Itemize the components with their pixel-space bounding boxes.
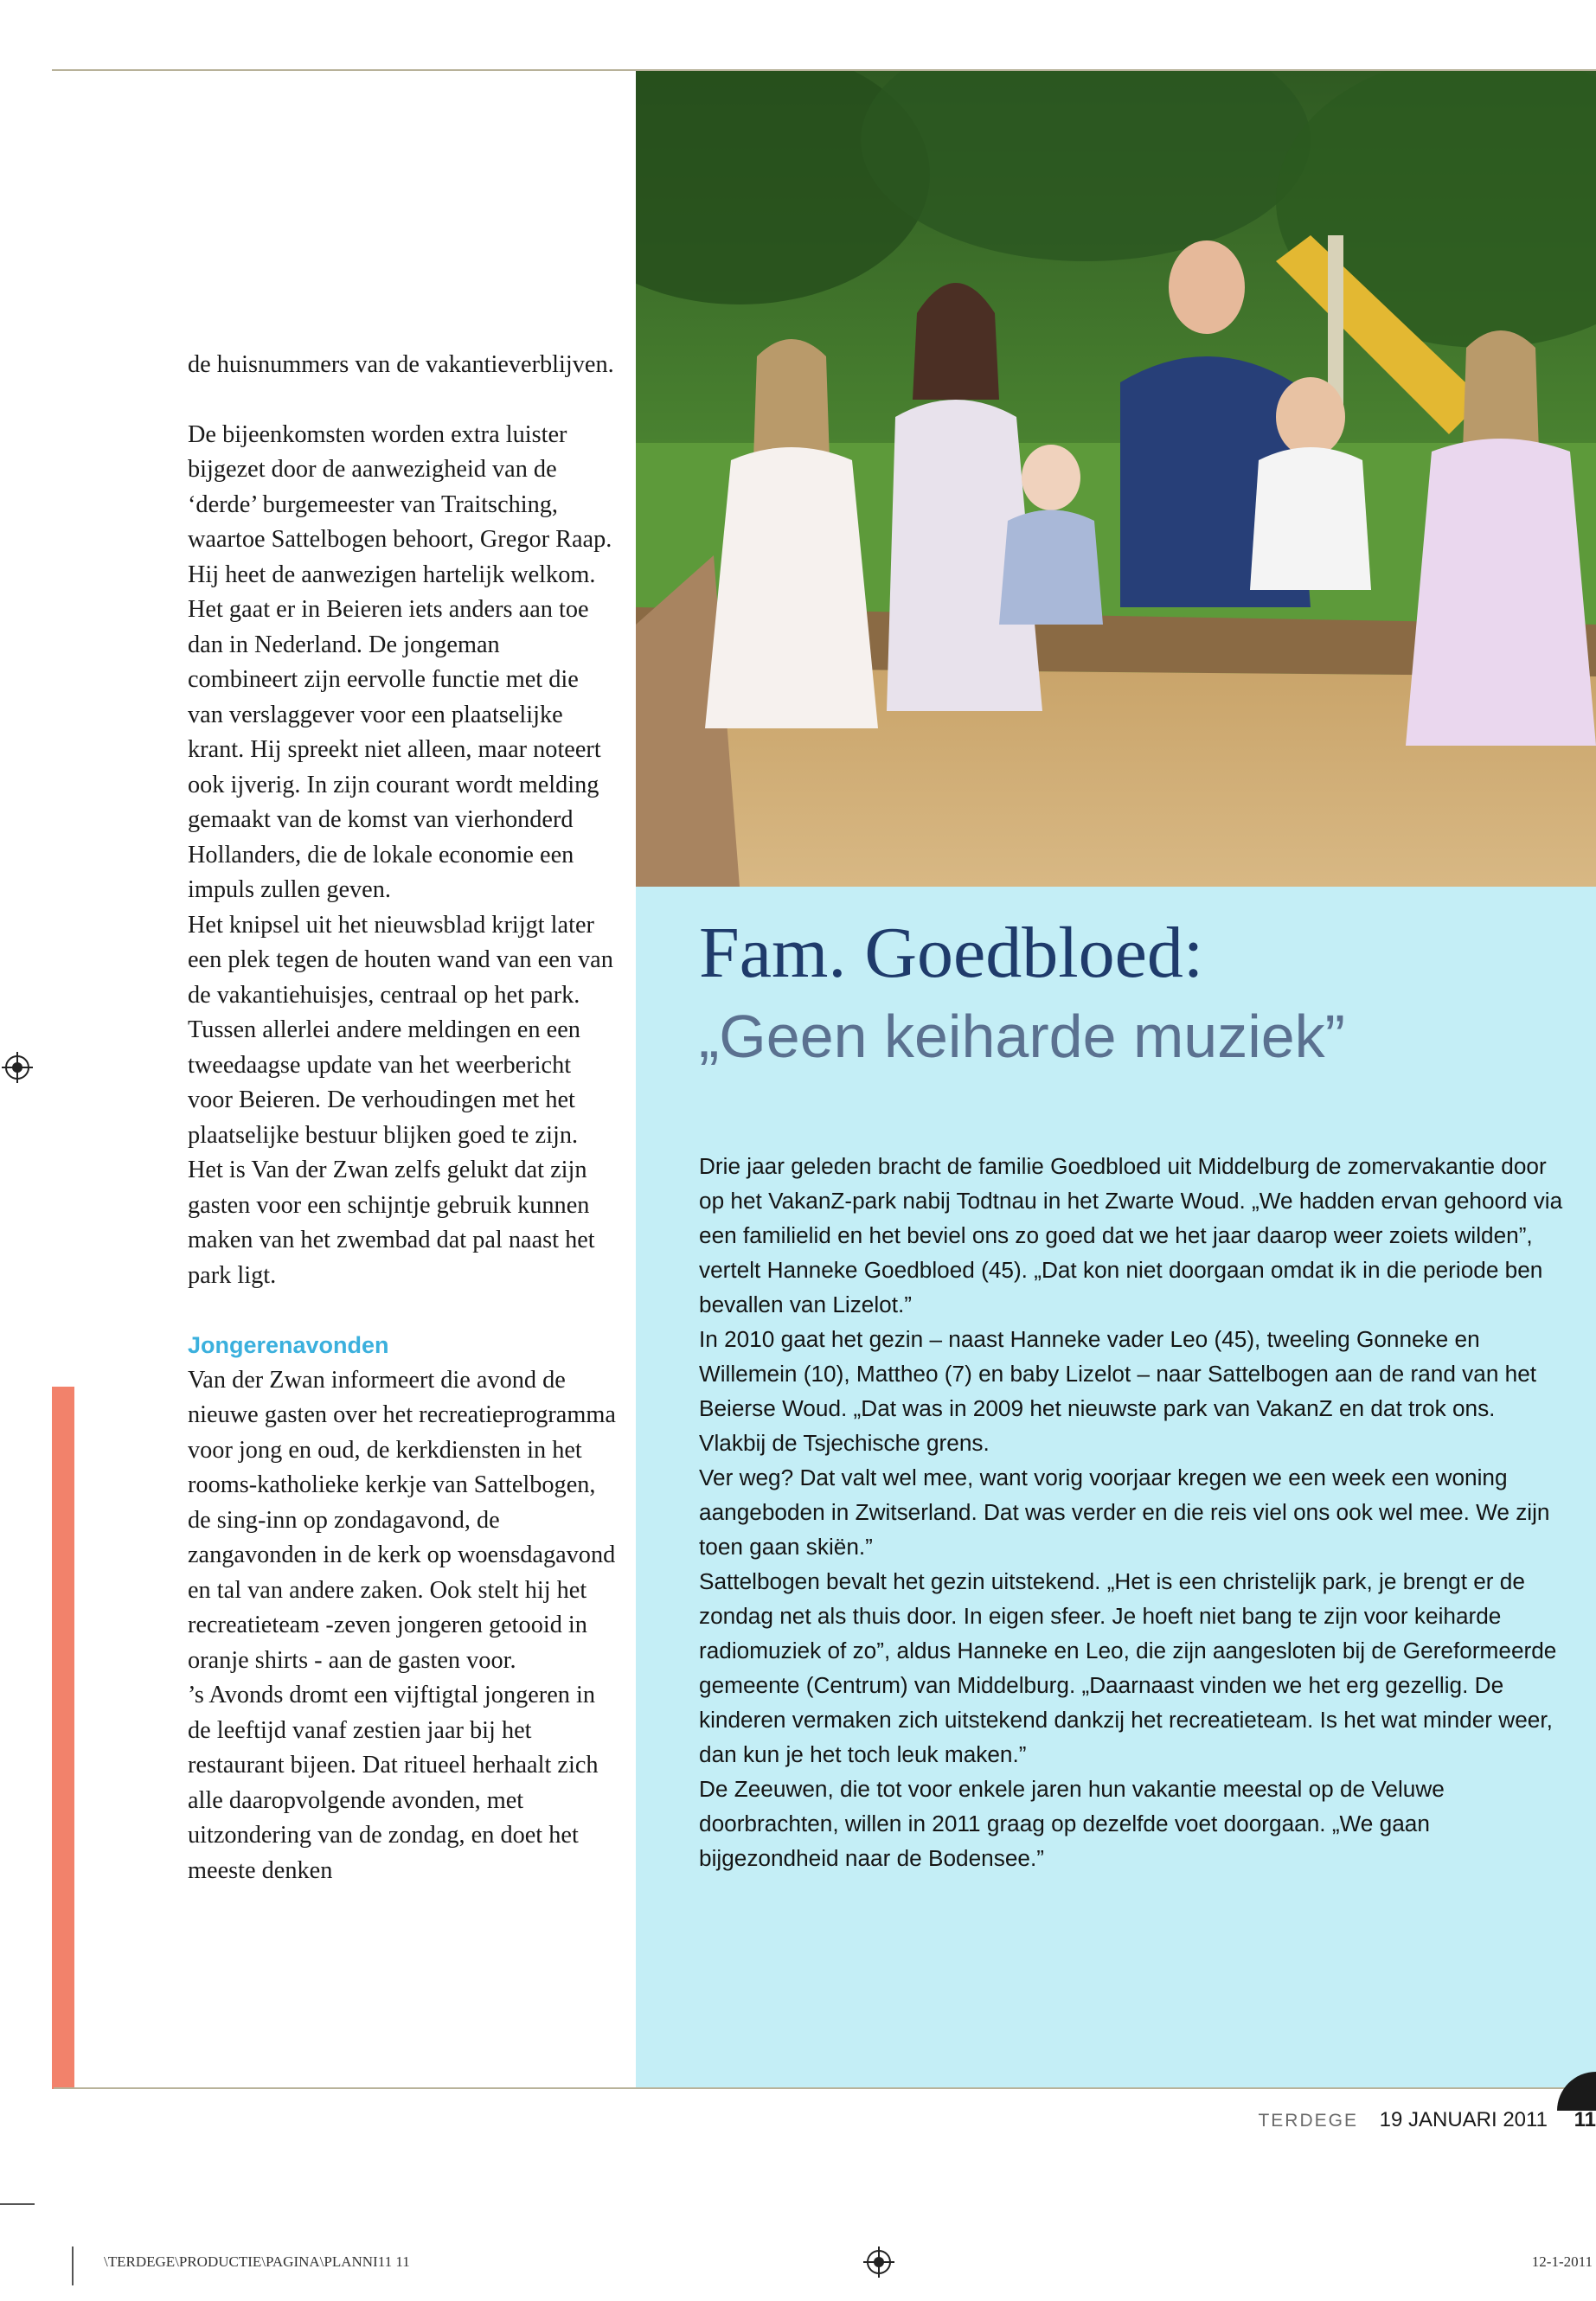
left-column bbox=[188, 348, 616, 1888]
paragraph: ’s Avonds dromt een vijftigtal jongeren in de leeftijd vanaf zestien jaar bij het restaurant bijeen. Dat ritueel herhaalt zich alle daaropvolgende avonden, met uitzondering van de zondag, en doet het meeste denken bbox=[188, 1682, 599, 1884]
family-photo-illustration bbox=[636, 71, 1596, 887]
box-paragraph: Sattelbogen bevalt het gezin uitstekend. „Het is een christelijk park, je brengt er de zondag net als thuis door. In eigen sfeer. Je hoeft niet bang te zijn voor keiharde radiomuziek of zo”, aldus Hanneke en Leo, die zijn aangesloten bij de Gereformeerde gemeente (Centrum) van Middelburg. „Daarnaast vinden we het erg gezellig. De kinderen vermaken zich uitstekend dankzij het recreatieteam. Is het wat minder weer, dan kun je het toch leuk maken.” bbox=[699, 1568, 1557, 1767]
paragraph: Van der Zwan informeert die avond de nieuwe gasten over het recreatieprogramma voor jong en oud, de kerkdiensten in het rooms-katholieke kerkje van Sattelbogen, de sing-inn op zondagavond, de zangavonden in de kerk op woensdagavond en tal van andere zaken. Ook stelt hij het recreatieteam -zeven jongeren getooid in oranje shirts - aan de gasten voor. bbox=[188, 1366, 616, 1674]
magazine-name: TERDEGE bbox=[1258, 2111, 1358, 2131]
box-paragraph: Ver weg? Dat valt wel mee, want vorig voorjaar kregen we een week een woning aangeboden in Zwitserland. Dat was verder en die reis viel ons ook wel mee. We zijn toen gaan skiën.” bbox=[699, 1465, 1550, 1560]
subheading: Jongerenavonden bbox=[188, 1332, 389, 1358]
crop-mark bbox=[0, 2203, 35, 2205]
folio bbox=[1258, 2108, 1596, 2132]
registration-mark-icon bbox=[2, 1052, 33, 1083]
production-date: 12-1-2011 bbox=[1531, 2253, 1593, 2270]
spacer bbox=[188, 383, 616, 418]
accent-bar bbox=[52, 1387, 74, 2089]
issue-date: 19 JANUARI 2011 bbox=[1379, 2108, 1548, 2131]
box-title: Fam. Goedbloed: bbox=[699, 913, 1204, 993]
paragraph: Het knipsel uit het nieuwsblad krijgt later een plek tegen de houten wand van een van de vakantiehuisjes, centraal op het park. Tussen allerlei andere meldingen en een tweedaagse update van het weerbericht voor Beieren. De verhoudingen met het plaatselijke bestuur blijken goed te zijn. Het is Van der Zwan zelfs gelukt dat zijn gasten voor een schijntje gebruik kunnen maken van het zwembad dat pal naast het park ligt. bbox=[188, 911, 613, 1289]
box-paragraph: In 2010 gaat het gezin – naast Hanneke vader Leo (45), tweeling Gonneke en Willemein (10), Mattheo (7) en baby Lizelot – naar Sattelbogen aan de rand van het Beierse Woud. „Dat was in 2009 het nieuwste park van VakanZ en dat trok ons. Vlakbij de Tsjechische grens. bbox=[699, 1326, 1537, 1456]
box-paragraph: Drie jaar geleden bracht de familie Goedbloed uit Middelburg de zomervakantie door op het VakanZ-park nabij Todtnau in het Zwarte Woud. „We hadden ervan gehoord via een familielid en het beviel ons zo goed dat we het jaar daarop weer zoiets wilden”, vertelt Hanneke Goedbloed (45). „Dat kon niet doorgaan omdat ik in die periode ben bevallen van Lizelot.” bbox=[699, 1153, 1563, 1317]
paragraph: de huisnummers van de vakantieverblijven. bbox=[188, 351, 614, 378]
paragraph: De bijeenkomsten worden extra luister bijgezet door de aanwezigheid van de ‘derde’ burgemeester van Traitsching, waartoe Sattelbogen behoort, Gregor Raap. Hij heet de aanwezigen hartelijk welkom. Het gaat er in Beieren iets anders aan toe dan in Nederland. De jongeman combineert zijn eervolle functie met die van verslaggever voor een plaatselijke krant. Hij spreekt niet alleen, maar noteert ook ijverig. In zijn courant wordt melding gemaakt van de komst van vierhonderd Hollanders, die de lokale economie een impuls zullen geven. bbox=[188, 420, 612, 903]
box-subtitle: „Geen keiharde muziek” bbox=[699, 1003, 1345, 1070]
bottom-rule bbox=[54, 2087, 1596, 2089]
box-body bbox=[699, 1149, 1564, 1875]
spacer bbox=[188, 1293, 616, 1328]
production-slug: \TERDEGE\PRODUCTIE\PAGINA\PLANNI11 11 bbox=[104, 2253, 410, 2270]
page-number: 11 bbox=[1574, 2108, 1596, 2131]
box-paragraph: De Zeeuwen, die tot voor enkele jaren hun vakantie meestal op de Veluwe doorbrachten, willen in 2011 graag op dezelfde voet doorgaan. „We gaan bijgezondheid naar de Bodensee.” bbox=[699, 1776, 1445, 1871]
registration-mark-icon bbox=[863, 2247, 894, 2278]
crop-mark bbox=[72, 2247, 74, 2285]
family-photo bbox=[636, 71, 1596, 887]
